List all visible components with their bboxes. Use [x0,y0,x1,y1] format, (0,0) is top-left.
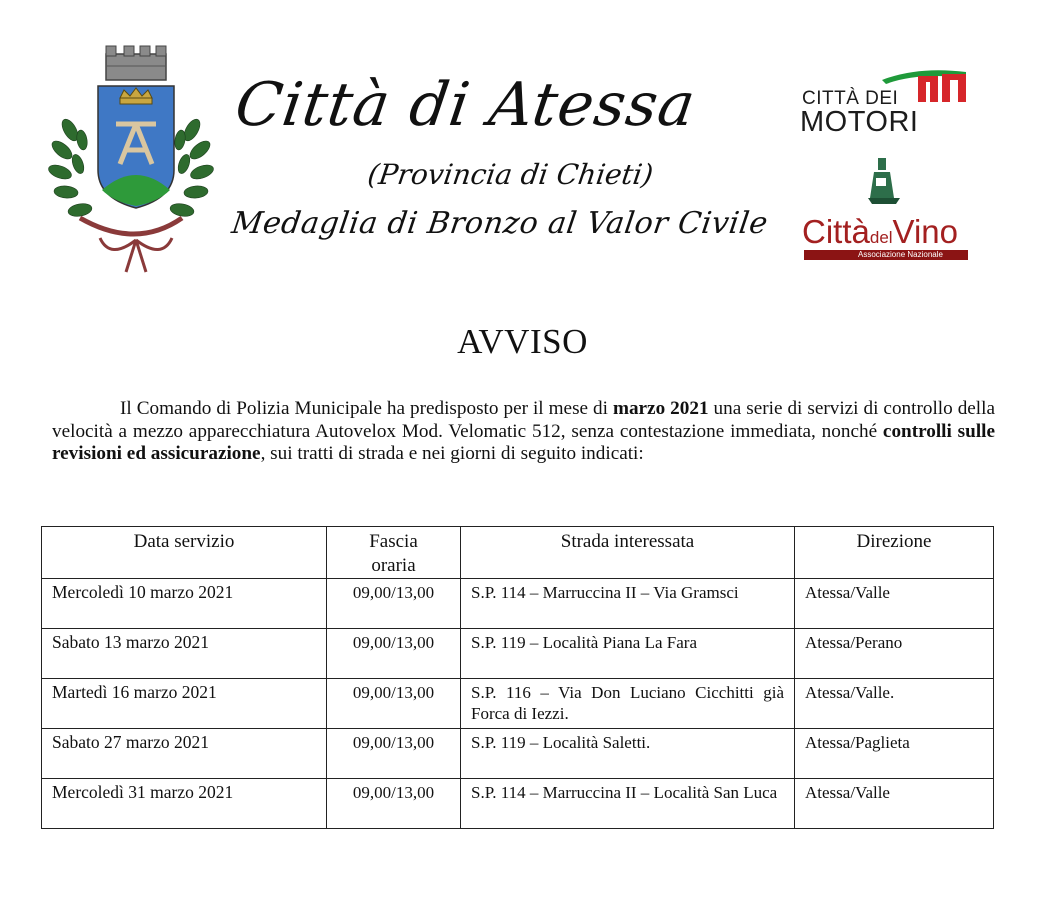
cell-date: Martedì 16 marzo 2021 [42,679,327,729]
cell-date: Sabato 27 marzo 2021 [42,729,327,779]
body-text-e: , sui tratti di strada e nei giorni di seguito indicati: [260,443,644,464]
notice-body [52,398,995,466]
table-row [42,729,994,779]
vino-vino: Vino [892,213,958,250]
body-text-controls: controlli sulle revisioni ed assicurazione [52,420,995,464]
cell-road: S.P. 119 – Località Piana La Fara [461,629,795,679]
body-text-a: Il Comando di Polizia Municipale ha predisposto per il mese di [120,398,613,419]
cell-road: S.P. 119 – Località Saletti. [461,729,795,779]
header-road: Strada interessata [461,527,795,579]
vino-association: Associazione Nazionale [858,250,943,259]
province-subtitle: (Provincia di Chieti) [365,158,656,191]
header-time: Fascia oraria [327,527,461,579]
body-text-month: marzo 2021 [612,398,709,419]
table-row [42,679,994,729]
cell-road: S.P. 114 – Marruccina II – Località San Luca [461,779,795,829]
cell-direction: Atessa/Paglieta [795,729,994,779]
cell-direction: Atessa/Valle [795,779,994,829]
table-row [42,779,994,829]
cell-road: S.P. 116 – Via Don Luciano Cicchitti già Forca di Iezzi. [461,679,795,729]
cell-time: 09,00/13,00 [327,779,461,829]
cell-date: Mercoledì 10 marzo 2021 [42,579,327,629]
header-direction: Direzione [795,527,994,579]
vino-del: del [869,228,893,247]
table-header-row [42,527,994,579]
table-row [42,579,994,629]
cell-road: S.P. 114 – Marruccina II – Via Gramsci [461,579,795,629]
body-text-c: una serie di servizi di controllo della velocità a mezzo apparecchiatura Autovelox Mod. Velomatic 512, senza contestazione immediata, nonché [52,398,995,442]
cell-date: Mercoledì 31 marzo 2021 [42,779,327,829]
cell-date: Sabato 13 marzo 2021 [42,629,327,679]
notice-title: AVVISO [457,322,588,361]
citta-dei-motori-logo [798,64,973,144]
cell-direction: Atessa/Valle [795,579,994,629]
wine-bottle-icon [868,158,900,204]
coat-of-arms-logo [40,40,222,280]
cell-time: 09,00/13,00 [327,579,461,629]
cell-direction: Atessa/Perano [795,629,994,679]
cell-time: 09,00/13,00 [327,679,461,729]
motori-line1: CITTÀ DEI [802,88,899,109]
citta-del-vino-logo [802,210,972,266]
cell-time: 09,00/13,00 [327,729,461,779]
medal-subtitle: Medaglia di Bronzo al Valor Civile [229,206,771,241]
cell-time: 09,00/13,00 [327,629,461,679]
motori-line2: MOTORI [800,106,919,138]
header-date: Data servizio [42,527,327,579]
city-title: Città di Atessa [231,70,701,140]
vino-citta: Città [802,213,870,250]
table-row [42,629,994,679]
schedule-table [41,526,994,829]
cell-direction: Atessa/Valle. [795,679,994,729]
